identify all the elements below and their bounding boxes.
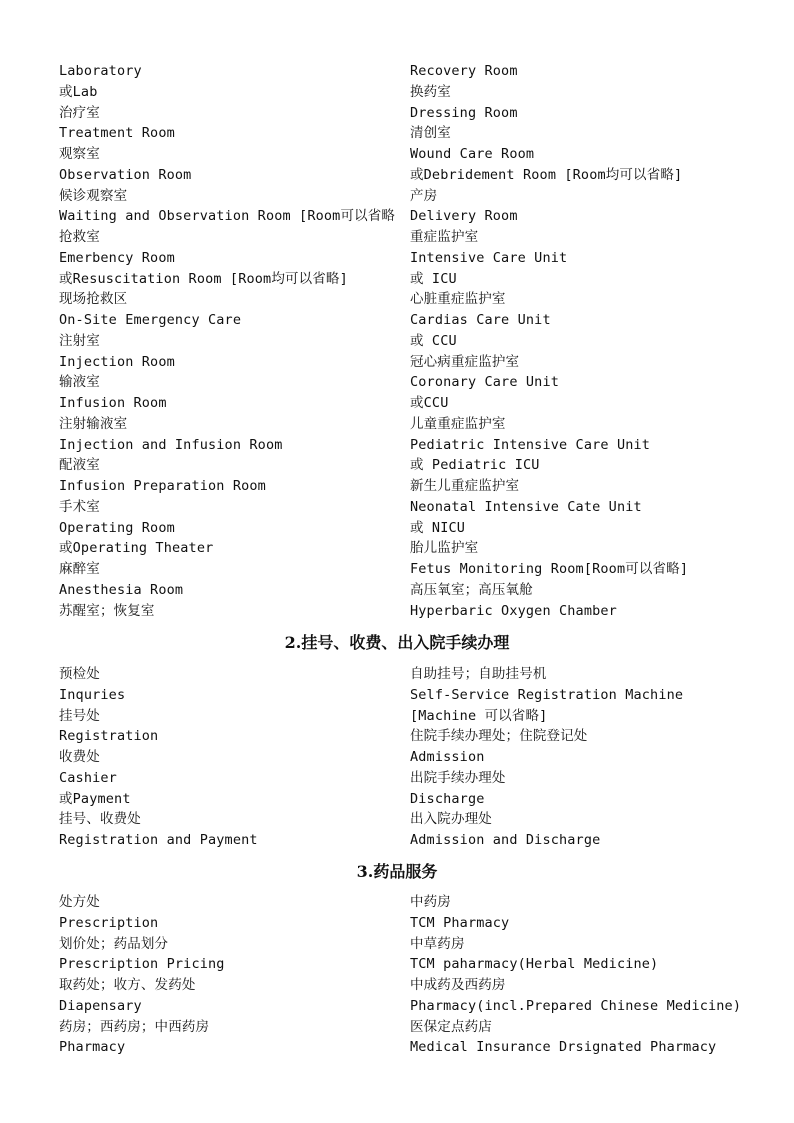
section1-left-column [59, 61, 410, 621]
term-line: 取药处；收方、发药处 [59, 977, 196, 993]
term-line: 或 NICU [410, 519, 466, 536]
term-line: 药房；西药房；中西药房 [59, 1018, 210, 1035]
term-line: 挂号、收费处 [59, 811, 141, 828]
term-line: 或 Pediatric ICU [410, 457, 540, 474]
section2-block [59, 664, 759, 851]
term-line: 或Debridement Room [Room均可以省略] [410, 166, 683, 183]
term-line: 预检处 [59, 666, 100, 682]
term-line: Injection and Infusion Room [59, 436, 283, 453]
term-line: [Machine 可以省略] [410, 707, 548, 724]
section2-columns [59, 664, 759, 851]
term-line: Infusion Room [59, 395, 167, 411]
term-line: 住院手续办理处；住院登记处 [410, 728, 588, 745]
term-line: 注射室 [59, 332, 100, 349]
term-line: 或Operating Theater [59, 540, 214, 557]
term-line: Registration and Payment [59, 832, 258, 848]
term-line: Infusion Preparation Room [59, 478, 266, 494]
term-line: 出入院办理处 [410, 811, 492, 828]
term-line: Discharge [410, 790, 485, 807]
section3-heading: 3.药品服务 [356, 862, 438, 881]
term-line: 配液室 [59, 457, 100, 474]
section1-block [59, 61, 759, 621]
term-line: Injection Room [59, 353, 175, 370]
term-line: 或Resuscitation Room [Room均可以省略] [59, 270, 348, 287]
term-line: 中草药房 [410, 935, 465, 952]
term-line: 或 CCU [410, 332, 457, 349]
term-line: Laboratory [59, 63, 142, 79]
term-line: 产房 [410, 187, 438, 204]
term-line: 输液室 [59, 374, 100, 391]
term-line: Delivery Room [410, 208, 518, 225]
term-line: 处方处 [59, 894, 100, 910]
section3-right-column [410, 892, 759, 1058]
term-line: 收费处 [59, 749, 100, 765]
term-line: Medical Insurance Drsignated Pharmacy [410, 1039, 717, 1056]
term-line: 或Lab [59, 83, 98, 100]
term-line: 自助挂号；自助挂号机 [410, 666, 547, 682]
term-line: On-Site Emergency Care [59, 312, 242, 328]
term-line: Registration [59, 728, 159, 745]
term-line: Self-Service Registration Machine [410, 686, 684, 703]
section1-right-column [410, 61, 759, 621]
term-line: Admission [410, 749, 485, 765]
term-line: Prescription Pricing [59, 956, 225, 973]
term-line: 中成药及西药房 [410, 977, 506, 993]
term-line: Recovery Room [410, 63, 518, 79]
term-line: 医保定点药店 [410, 1018, 492, 1035]
term-line: 候诊观察室 [59, 187, 128, 204]
term-line: 新生儿重症监护室 [410, 478, 520, 494]
term-line: Emerbency Room [59, 249, 175, 266]
term-line: Diapensary [59, 997, 142, 1014]
section2-left-column [59, 664, 410, 851]
section1-columns [59, 61, 759, 621]
term-line: 心脏重症监护室 [410, 291, 506, 308]
term-line: 或 ICU [410, 270, 457, 287]
term-line: Wound Care Room [410, 146, 535, 162]
term-line: 划价处；药品划分 [59, 935, 169, 952]
term-line: Pediatric Intensive Care Unit [410, 436, 651, 453]
term-line: Prescription [59, 914, 159, 931]
section3-left-column [59, 892, 410, 1058]
section2-right-column [410, 664, 759, 851]
term-line: Operating Room [59, 519, 175, 536]
term-line: 出院手续办理处 [410, 769, 506, 786]
term-line: Waiting and Observation Room [Room可以省略 [59, 208, 396, 225]
term-line: 治疗室 [59, 104, 100, 121]
term-line: 清创室 [410, 125, 451, 142]
term-line: Cardias Care Unit [410, 312, 551, 328]
term-line: Anesthesia Room [59, 581, 184, 598]
term-line: 或CCU [410, 395, 449, 411]
section3-columns [59, 892, 759, 1058]
term-line: 高压氧室；高压氧舱 [410, 581, 533, 598]
term-line: 麻醉室 [59, 561, 100, 577]
term-line: Inquries [59, 686, 126, 703]
term-line: Observation Room [59, 166, 192, 183]
term-line: 换药室 [410, 83, 451, 100]
term-line: 胎儿监护室 [410, 540, 479, 557]
term-line: 手术室 [59, 498, 100, 515]
term-line: TCM Pharmacy [410, 914, 510, 931]
term-line: 注射输液室 [59, 415, 128, 432]
term-line: TCM paharmacy(Herbal Medicine) [410, 956, 659, 973]
term-line: Cashier [59, 769, 117, 786]
term-line: Intensive Care Unit [410, 249, 568, 266]
term-line: Treatment Room [59, 125, 175, 142]
term-line: 现场抢救区 [59, 291, 128, 308]
section2-heading: 2.挂号、收费、出入院手续办理 [284, 633, 510, 652]
term-line: 观察室 [59, 146, 100, 162]
term-line: Pharmacy(incl.Prepared Chinese Medicine) [410, 997, 742, 1014]
term-line: 抢救室 [59, 229, 100, 245]
term-line: Fetus Monitoring Room[Room可以省略] [410, 561, 689, 577]
term-line: 中药房 [410, 894, 451, 910]
term-line: Admission and Discharge [410, 832, 601, 848]
term-line: 冠心病重症监护室 [410, 353, 520, 370]
term-line: 苏醒室；恢复室 [59, 602, 155, 619]
section3-block [59, 892, 759, 1058]
term-line: 挂号处 [59, 707, 100, 724]
term-line: Coronary Care Unit [410, 374, 559, 391]
term-line: Hyperbaric Oxygen Chamber [410, 602, 617, 619]
term-line: Neonatal Intensive Cate Unit [410, 498, 642, 515]
term-line: 重症监护室 [410, 229, 479, 245]
term-line: Dressing Room [410, 104, 518, 121]
term-line: 儿童重症监护室 [410, 415, 506, 432]
term-line: Pharmacy [59, 1039, 126, 1056]
term-line: 或Payment [59, 790, 131, 807]
